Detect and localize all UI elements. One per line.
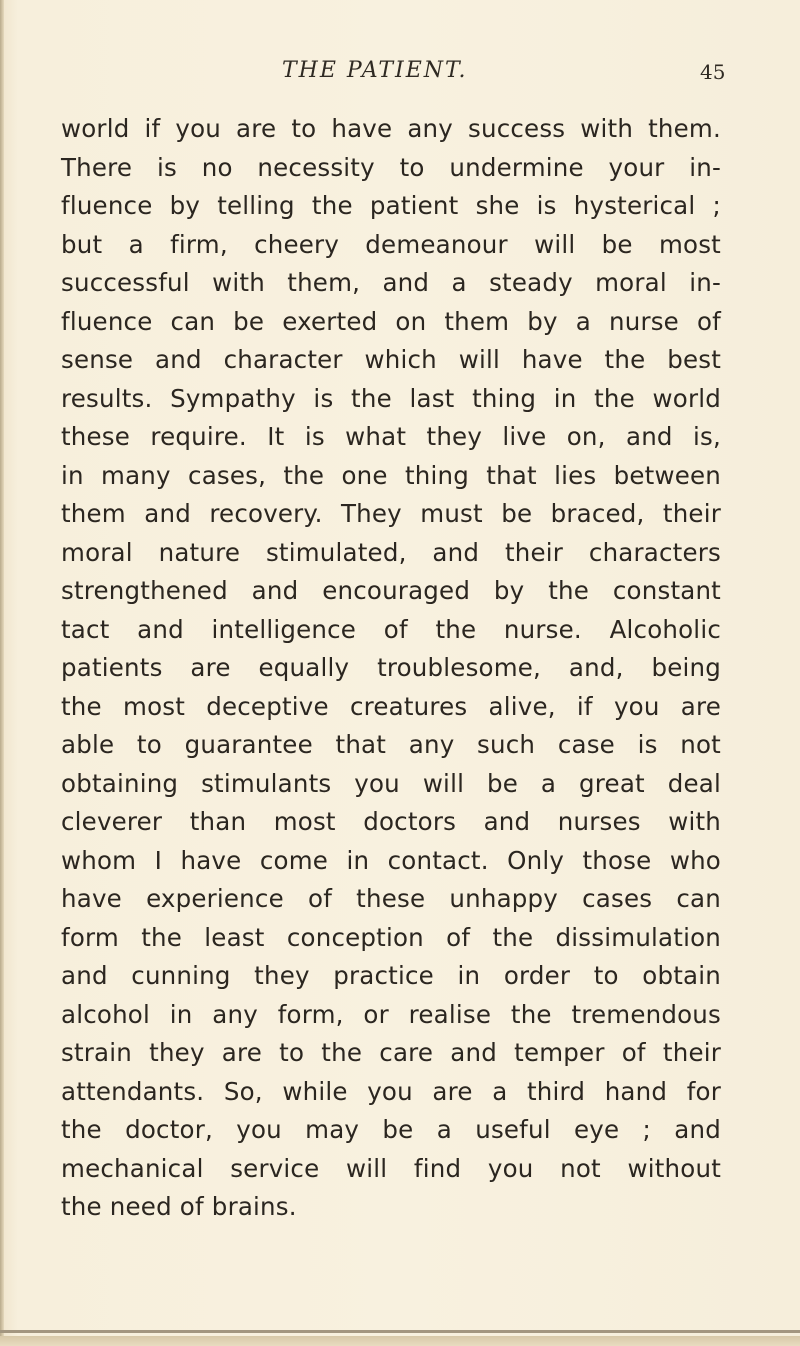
text-line: alcohol in any form, or realise the tremendous	[61, 999, 721, 1029]
text-line: sense and character which will have the best	[61, 345, 721, 374]
text-line: have experience of these unhappy cases can	[61, 884, 721, 913]
text-line: and cunning they practice in order to obtain	[61, 961, 721, 990]
page-header	[0, 58, 800, 94]
text-line: whom I have come in contact. Only those who	[61, 845, 721, 875]
text-line: cleverer than most doctors and nurses with	[61, 807, 721, 836]
text-line: results. Sympathy is the last thing in the world	[61, 383, 721, 413]
text-line: successful with them, and a steady moral in-	[61, 268, 721, 297]
text-line: these require. It is what they live on, and is,	[61, 422, 721, 451]
text-line: form the least conception of the dissimulation	[61, 922, 721, 952]
page-gutter-edge	[0, 0, 4, 1346]
body-paragraph	[61, 110, 721, 1227]
text-line: the need of brains.	[61, 1192, 297, 1221]
text-line: mechanical service will find you not without	[61, 1153, 721, 1183]
text-line: the most deceptive creatures alive, if you are	[61, 691, 721, 721]
bottom-edge-rule	[0, 1330, 800, 1333]
text-line: attendants. So, while you are a third hand for	[61, 1076, 721, 1106]
text-line: in many cases, the one thing that lies between	[61, 460, 721, 490]
text-line: the doctor, you may be a useful eye ; and	[61, 1115, 721, 1144]
text-line: There is no necessity to undermine your in-	[61, 152, 721, 182]
text-line: moral nature stimulated, and their characters	[61, 537, 721, 567]
text-line: patients are equally troublesome, and, being	[61, 653, 721, 682]
text-line: world if you are to have any success with them.	[61, 114, 721, 143]
text-line: strengthened and encouraged by the constant	[61, 576, 721, 605]
text-line: fluence by telling the patient she is hysterical ;	[61, 191, 721, 220]
bottom-edge-band	[0, 1336, 800, 1346]
text-line: obtaining stimulants you will be a great deal	[61, 768, 721, 798]
text-line: strain they are to the care and temper of their	[61, 1038, 721, 1067]
text-line: able to guarantee that any such case is not	[61, 730, 721, 759]
running-head: THE PATIENT.	[282, 58, 468, 83]
page-number: 45	[700, 60, 726, 84]
text-line: them and recovery. They must be braced, their	[61, 499, 721, 528]
text-line: but a firm, cheery demeanour will be most	[61, 229, 721, 259]
text-line: fluence can be exerted on them by a nurse of	[61, 306, 721, 336]
text-line: tact and intelligence of the nurse. Alcoholic	[61, 614, 721, 644]
